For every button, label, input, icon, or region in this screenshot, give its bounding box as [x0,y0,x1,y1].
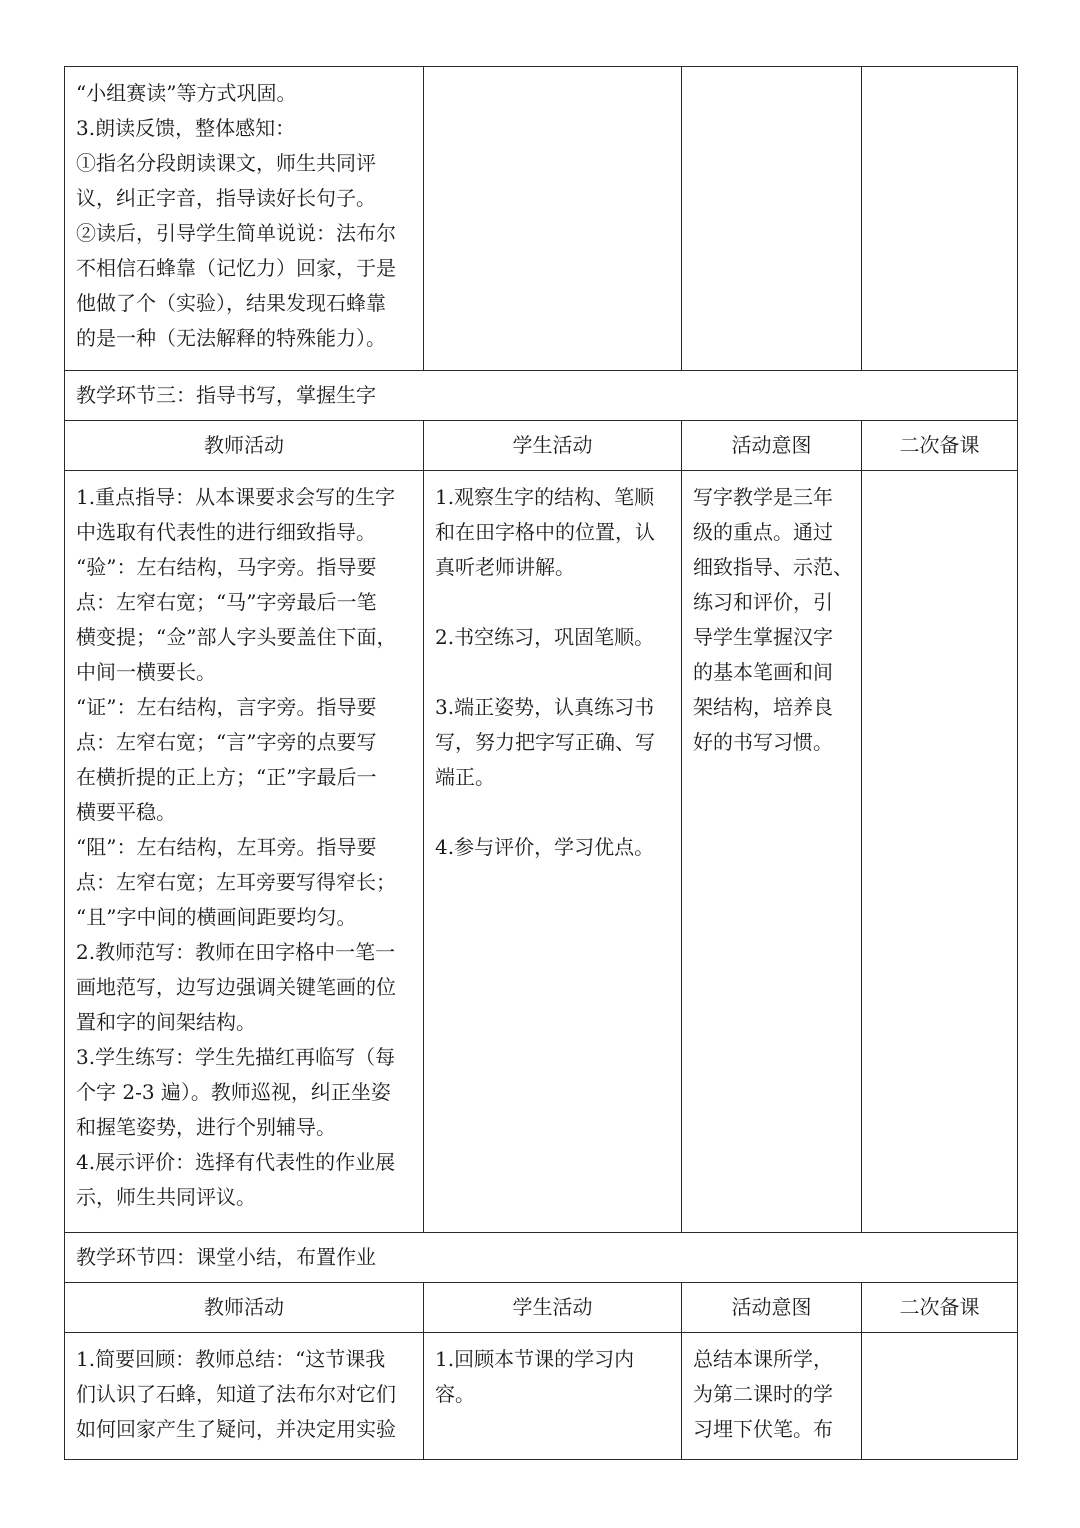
text-line: 中间一横要长。 [76,660,216,684]
text-line: 好的书写习惯。 [693,730,833,754]
section-title-cell [65,1233,1018,1283]
text-line: 点：左窄右宽；左耳旁要写得窄长； [76,870,396,894]
column-header: 二次备课 [899,1295,980,1319]
column-header: 学生活动 [512,433,593,457]
table-row [65,1333,1018,1460]
blank-line [435,795,671,830]
text-line: 在横折提的正上方；“正”字最后一 [76,765,377,789]
text-line: 的基本笔画和间 [693,660,833,684]
text-line: 端正。 [435,765,495,789]
text-line: 练习和评价，引 [693,590,833,614]
text-line: 置和字的间架结构。 [76,1010,256,1034]
header-activity-intent [682,1283,862,1333]
text-line: 的是一种（无法解释的特殊能力）。 [76,326,386,350]
text-line: 点：左窄右宽；“马”字旁最后一笔 [76,590,377,614]
column-header: 二次备课 [899,433,980,457]
text-line: “且”字中间的横画间距要均匀。 [76,905,357,929]
text-line: 总结本课所学， [693,1347,833,1371]
text-line: ②读后，引导学生简单说说：法布尔 [76,221,396,245]
header-student-activity [424,1283,682,1333]
teacher-activity-cell [65,67,424,371]
text-line: 2.教师范写：教师在田字格中一笔一 [76,940,396,964]
text-line: 4.展示评价：选择有代表性的作业展 [76,1150,396,1174]
teacher-activity-cell [65,471,424,1233]
lesson-plan-table [64,66,1018,1460]
text-line: “验”：左右结构，马字旁。指导要 [76,555,377,579]
text-line: 级的重点。通过 [693,520,833,544]
text-line: 们认识了石蜂，知道了法布尔对它们 [76,1382,396,1406]
header-teacher-activity [65,421,424,471]
text-line: 1.简要回顾：教师总结：“这节课我 [76,1347,386,1371]
text-line: 写，努力把字写正确、写 [435,730,655,754]
table-row [65,67,1018,371]
text-line: 和握笔姿势，进行个别辅导。 [76,1115,336,1139]
text-line: 3.朗读反馈，整体感知： [76,116,296,140]
text-line: 3.学生练写：学生先描红再临写（每 [76,1045,396,1069]
column-header: 教师活动 [204,1295,284,1319]
text-line: 横要平稳。 [76,800,176,824]
text-line: “证”：左右结构，言字旁。指导要 [76,695,377,719]
text-line: 画地范写，边写边强调关键笔画的位 [76,975,396,999]
text-line: 不相信石蜂靠（记忆力）回家，于是 [76,256,396,280]
section-title: 教学环节四：课堂小结，布置作业 [76,1245,376,1269]
header-row [65,421,1018,471]
text-line: 如何回家产生了疑问，并决定用实验 [76,1417,396,1441]
text-line: 1.重点指导：从本课要求会写的生字 [76,485,396,509]
student-activity-cell [424,471,682,1233]
text-line: 4.参与评价，学习优点。 [435,835,655,859]
text-line: 1.回顾本节课的学习内 [435,1347,635,1371]
text-line: 点：左窄右宽；“言”字旁的点要写 [76,730,377,754]
header-student-activity [424,421,682,471]
text-line: 真听老师讲解。 [435,555,575,579]
header-teacher-activity [65,1283,424,1333]
column-header: 活动意图 [731,433,812,457]
activity-intent-cell [682,67,862,371]
text-line: 容。 [435,1382,475,1406]
text-line: 示，师生共同评议。 [76,1185,256,1209]
column-header: 活动意图 [731,1295,812,1319]
text-line: 横变提；“佥”部人字头要盖住下面， [76,625,397,649]
section-title-cell [65,371,1018,421]
text-line: 个字 2-3 遍）。教师巡视，纠正坐姿 [76,1080,391,1104]
header-row [65,1283,1018,1333]
student-activity-cell [424,67,682,371]
text-line: 2.书空练习，巩固笔顺。 [435,625,655,649]
column-header: 教师活动 [204,433,284,457]
text-line: 3.端正姿势，认真练习书 [435,695,655,719]
blank-line [435,585,671,620]
second-prep-cell [862,67,1018,371]
text-line: ①指名分段朗读课文，师生共同评 [76,151,376,175]
section-title-row [65,371,1018,421]
text-line: 导学生掌握汉字 [693,625,833,649]
text-line: “阻”：左右结构，左耳旁。指导要 [76,835,377,859]
table-row [65,471,1018,1233]
text-line: “小组赛读”等方式巩固。 [76,81,297,105]
text-line: 中选取有代表性的进行细致指导。 [76,520,376,544]
second-prep-cell [862,471,1018,1233]
text-line: 和在田字格中的位置，认 [435,520,655,544]
second-prep-cell [862,1333,1018,1460]
blank-line [435,655,671,690]
teacher-activity-cell [65,1333,424,1460]
text-line: 1.观察生字的结构、笔顺 [435,485,655,509]
text-line: 细致指导、示范、 [693,555,853,579]
activity-intent-cell [682,471,862,1233]
column-header: 学生活动 [512,1295,593,1319]
header-second-prep [862,421,1018,471]
student-activity-cell [424,1333,682,1460]
text-line: 议，纠正字音，指导读好长句子。 [76,186,376,210]
text-line: 架结构，培养良 [693,695,833,719]
header-activity-intent [682,421,862,471]
text-line: 为第二课时的学 [693,1382,833,1406]
text-line: 他做了个（实验），结果发现石蜂靠 [76,291,386,315]
header-second-prep [862,1283,1018,1333]
activity-intent-cell [682,1333,862,1460]
text-line: 习埋下伏笔。布 [693,1417,833,1441]
section-title: 教学环节三：指导书写，掌握生字 [76,383,376,407]
text-line: 写字教学是三年 [693,485,833,509]
section-title-row [65,1233,1018,1283]
